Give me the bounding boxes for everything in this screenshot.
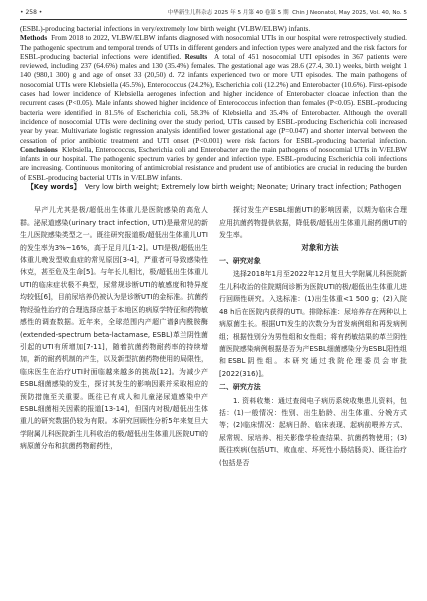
results-label: Results (184, 51, 208, 61)
keywords (20, 183, 407, 192)
intro-paragraph-cont: 探讨发生产ESBL细菌UTI的影响因素，以期为临床合理应用抗菌药物提供依据，降低极/超低出生体重儿耐药菌UTI的发生率。 (219, 206, 407, 240)
results-text: A total of 451 nosocomial UTI episodes in 367 patients were reviewed, including 237 (64.6%) males and 130 (35.4%) females. The gestational age was 28.6 (27.4, 30.1) weeks, birth weight 1 140 (980,1 300) g and age of onset 33 (20,50) d. 72 infants experienced two or more UTI episodes. The main pathogens of nosocomial UTIs were Klebsiella (45.5%), Enterococcus (24.2%), Escherichia coli (12.2%) and Enterobacter (10.6%). First-episode cases had lower incidence of Klebsiella aerogenes infection and higher incidence of Enterobacter cloacae infection than the recurrent cases (P<0.05). Male infants showed higher incidence of Enterococcus infection than females (P<0.05). ESBL-producing bacteria were identified in 81.5% of Escherichia coli, 58.3% of Klebsiella and 35.4% of Enterobacter. Although the overall incidence of nosocomial UTIs were declining over the study period, UTIs caused by ESBL-producing Escherichia coli increased year by year. Multivariate logistic regression analysis identified lower gestational age (P=0.047) and shorter interval between the cessation of prior antibiotic treatment and UTI onset (P<0.001) were risk factors for ESBL-producing bacterial infection. (20, 51, 407, 145)
section-heading-methods: 对象和方法 (301, 242, 339, 252)
methods-label: Methods (20, 33, 48, 43)
running-header (20, 8, 407, 20)
subjects-paragraph: 选择2018年1月至2022年12月复旦大学附属儿科医院新生儿科收治的住院期间诊断为医院UTI的极/超低出生体重儿进行回顾性研究。入选标准：(1)出生体重<1 500 g；(2)入院48 h后在医院内获得的UTI。排除标准：尿培养存在两种以上病原菌生长。根据UTI发生的次数分为首发病例组和再发病例组；根据性别分为男性组和女性组；将有药敏结果的革兰阴性菌医院感染病例根据是否为产ESBL细菌感染分为ESBL阳性组和ESBL阴性组。本研究通过我院伦理委员会审批[2022(316)]。 (219, 270, 407, 378)
page-number: • 258 • (20, 8, 43, 16)
intro-paragraph: 早产儿尤其是极/超低出生体重儿是医院感染的高危人群。泌尿道感染(urinary tract infection, UTI)是最常见的新生儿医院感染类型之一。既往研究报道极/超低出生体重儿UTI的发生率为3%~16%，高于足月儿[1-2]。UTI是极/超低出生体重儿晚发型败血症的常见原因[3-4]，严重者可导致感染性休克，甚至危及生命[5]。与年长儿相比，极/超低出生体重儿UTI的临床症状极不典型，尿常规诊断UTI的敏感度和特异度均较低[6]，目前尿培养仍被认为是诊断UTI的金标准。抗菌药物经验性治疗的合理选择应基于本地区的病原学特征和药物敏感性的调查数据。近年来，全球范围内产超广谱β内酰胺酶(extended-spectrum beta-lactamase, ESBL)革兰阴性菌引起的UTI有所增加[7-11]，随着抗菌药物耐药率的持续增加，新的耐药机制的产生，以及新型抗菌药物使用的局限性，临床医生在治疗UTI时面临越来越多的挑战[12]。为减少产ESBL细菌感染的发生，探讨其发生的影响因素并采取相应的预防措施至关重要。既往已有成人和儿童泌尿道感染中产ESBL细菌相关因素的报道[13-14]，但国内对极/超低出生体重儿的研究数据仍较为有限。本研究回顾性分析5年来复旦大学附属儿科医院新生儿科收治的极/超低出生体重儿医院UTI的病原菌分布和抗菌药物耐药性， (20, 206, 208, 451)
abstract-body (20, 33, 407, 182)
body-columns (20, 204, 407, 469)
keywords-label: 【Key words】 (27, 183, 81, 192)
right-column (219, 204, 407, 469)
conclusions-label: Conclusions (20, 144, 58, 154)
english-abstract (20, 24, 407, 182)
methods-text: From 2018 to 2022, VLBW/ELBW infants diagnosed with nosocomial UTIs in our hospital were retrospectively studied. The pathogenic spectrum and temporal trends of UTIs in different genders and infection types were analyzed and the risk factors for ESBL-producing bacterial infections were identified. (20, 33, 407, 61)
data-collection-paragraph: 1. 资料收集：通过查阅电子病历系统收集患儿资料，包括：(1)一般情况：性别、出生胎龄、出生体重、分娩方式等；(2)临床情况：起病日龄、临床表现、起病前喂养方式、尿常规、尿培养、相关影像学检查结果、抗菌药物使用；(3)既往疾病(包括UTI、败血症、坏死性小肠结肠炎)、既往治疗(包括是否 (219, 396, 407, 467)
subsection-heading-subjects: 一、研究对象 (219, 257, 261, 266)
journal-title-cn: 中华新生儿科杂志 2025 年 5 月第 40 卷第 5 期 (167, 10, 289, 16)
keywords-text: Very low birth weight; Extremely low birth weight; Neonate; Urinary tract infection; Pathogen (84, 183, 402, 192)
conclusions-text: Klebsiella, Enterococcus, Escherichia coli and Enterobacter are the main pathogens of nosocomial UTIs in V/ELBW infants in our hospital. The pathogenic spectrum varies by gender and infection type. ESBL-producing Escherichia coli infections are increasing. Continuous monitoring of antimicrobial resistance and prudent use of antibiotics are crucial in reducing the burden of ESBL-producing bacterial UTIs in V/ELBW infants. (20, 144, 407, 182)
subsection-heading-methods: 二、研究方法 (219, 383, 261, 392)
journal-title (168, 8, 407, 16)
left-column (20, 204, 208, 469)
abstract-intro: (ESBL)-producing bacterial infections in very/extremely low birth weight (VLBW/ELBW) infants. (20, 24, 311, 33)
journal-title-en: Chin J Neonatol, May 2025, Vol. 40, No. 5 (292, 10, 407, 16)
